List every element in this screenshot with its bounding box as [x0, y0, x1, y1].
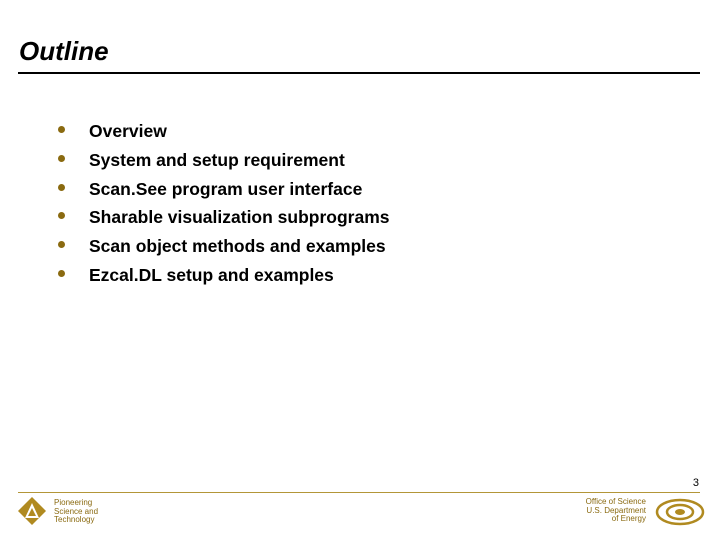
outline-item: [58, 234, 390, 263]
slide-title: Outline: [19, 36, 109, 66]
outline-item-text: Scan.See program user interface: [89, 178, 363, 199]
footer-tagline-line: Pioneering: [54, 498, 93, 507]
bullet-icon: [58, 270, 65, 277]
footer-office: [586, 498, 646, 524]
outline-item-text: Scan object methods and examples: [89, 236, 386, 257]
footer-tagline-line: Technology: [54, 515, 95, 524]
outline-item: [58, 148, 390, 177]
outline-list: [58, 119, 390, 292]
footer-office-line: Office of Science: [585, 497, 646, 506]
page-number: 3: [692, 477, 699, 489]
outline-item: [58, 263, 390, 292]
outline-item-text: Overview: [89, 121, 167, 141]
footer-office-line: of Energy: [611, 514, 646, 523]
outline-item: [58, 205, 390, 234]
argonne-logo-icon: [17, 496, 47, 526]
footer-tagline: [54, 499, 98, 525]
bullet-icon: [58, 241, 65, 248]
outline-item: [58, 177, 390, 206]
footer-divider: [18, 492, 700, 493]
bullet-icon: [58, 155, 65, 162]
doe-logo-icon: [655, 498, 705, 526]
outline-item-text: Sharable visualization subprograms: [89, 207, 390, 228]
outline-item-text: Ezcal.DL setup and examples: [89, 264, 334, 285]
bullet-icon: [58, 126, 65, 133]
footer-office-line: U.S. Department: [586, 505, 646, 515]
outline-item-text: System and setup requirement: [89, 149, 345, 170]
bullet-icon: [58, 212, 65, 219]
footer-tagline-line: Science and: [54, 506, 99, 516]
bullet-icon: [58, 184, 65, 191]
title-divider: [18, 72, 700, 74]
outline-item: [58, 119, 390, 148]
